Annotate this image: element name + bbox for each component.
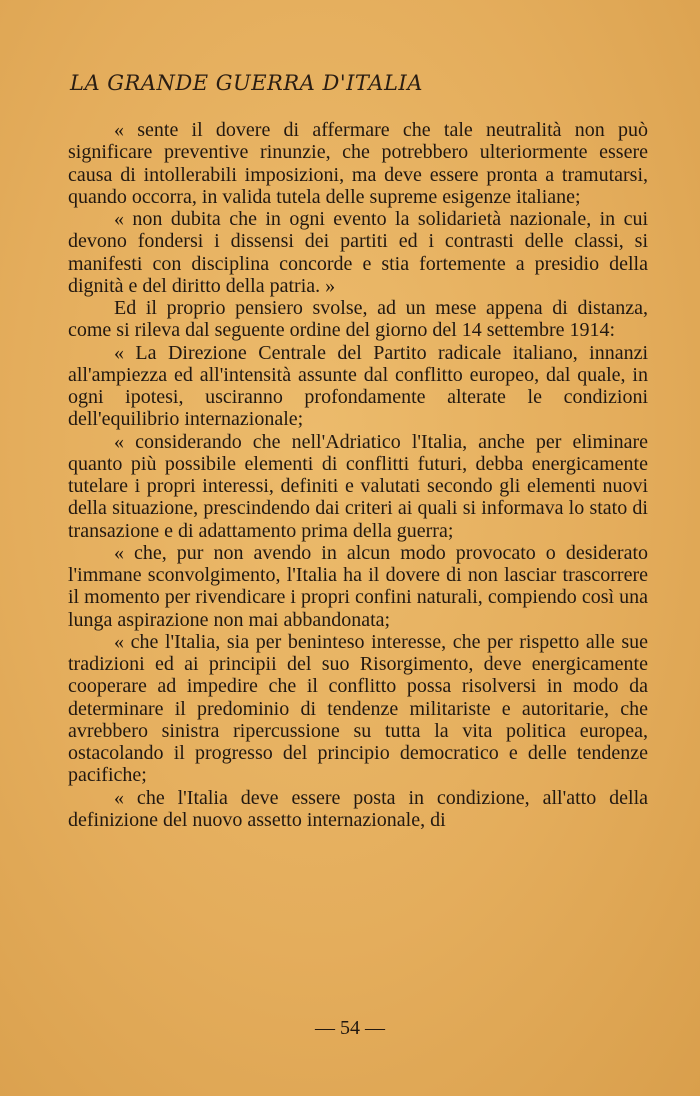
paragraph: « sente il dovere di affermare che tale neutralità non può significare preventive rinunzie, che potrebbero ulteriormente essere causa di intollerabili imposizioni, ma deve essere pronta a tramutarsi, quando occorra, in valida tutela delle supreme esigenze italiane;: [68, 119, 648, 208]
paragraph: « considerando che nell'Adriatico l'Italia, anche per eliminare quanto più possibile elementi di conflitti futuri, debba energicamente tutelare i propri interessi, definiti e valutati secondo gli elementi nuovi della situazione, prescindendo dai criteri ai quali si informava lo stato di transazione e di adattamento prima della guerra;: [68, 430, 648, 542]
page-number: — 54 —: [315, 1017, 385, 1039]
body-text: [68, 119, 648, 831]
paragraph: « non dubita che in ogni evento la solidarietà nazionale, in cui devono fondersi i dissensi dei partiti ed i contrasti delle classi, si manifesti con disciplina concorde e stia fortemente a presidio della dignità e del diritto della patria. »: [68, 208, 648, 297]
paragraph: « che l'Italia deve essere posta in condizione, all'atto della definizione del nuovo assetto internazionale, di: [68, 786, 648, 831]
running-title: LA GRANDE GUERRA D'ITALIA: [70, 71, 423, 95]
paragraph: « La Direzione Centrale del Partito radicale italiano, innanzi all'ampiezza ed all'intensità assunte dal conflitto europeo, dal quale, in ogni ipotesi, usciranno profondamente alterate le condizioni dell'equilibrio internazionale;: [68, 341, 648, 431]
paragraph: Ed il proprio pensiero svolse, ad un mese appena di distanza, come si rileva dal seguente ordine del giorno del 14 settembre 1914:: [68, 297, 648, 342]
paragraph: « che, pur non avendo in alcun modo provocato o desiderato l'immane sconvolgimento, l'Italia ha il dovere di non lasciar trascorrere il momento per rivendicare i propri confini naturali, compiendo così una lunga aspirazione non mai abbandonata;: [68, 541, 648, 631]
paragraph: « che l'Italia, sia per beninteso interesse, che per rispetto alle sue tradizioni ed ai principii del suo Risorgimento, deve energicamente cooperare ad impedire che il conflitto possa risolversi in modo da determinare il predominio di tendenze militariste e autoritarie, che avrebbero sinistra ripercussione su tutta la vita politica europea, ostacolando il progresso del principio democratico e delle tendenze pacifiche;: [68, 630, 648, 787]
